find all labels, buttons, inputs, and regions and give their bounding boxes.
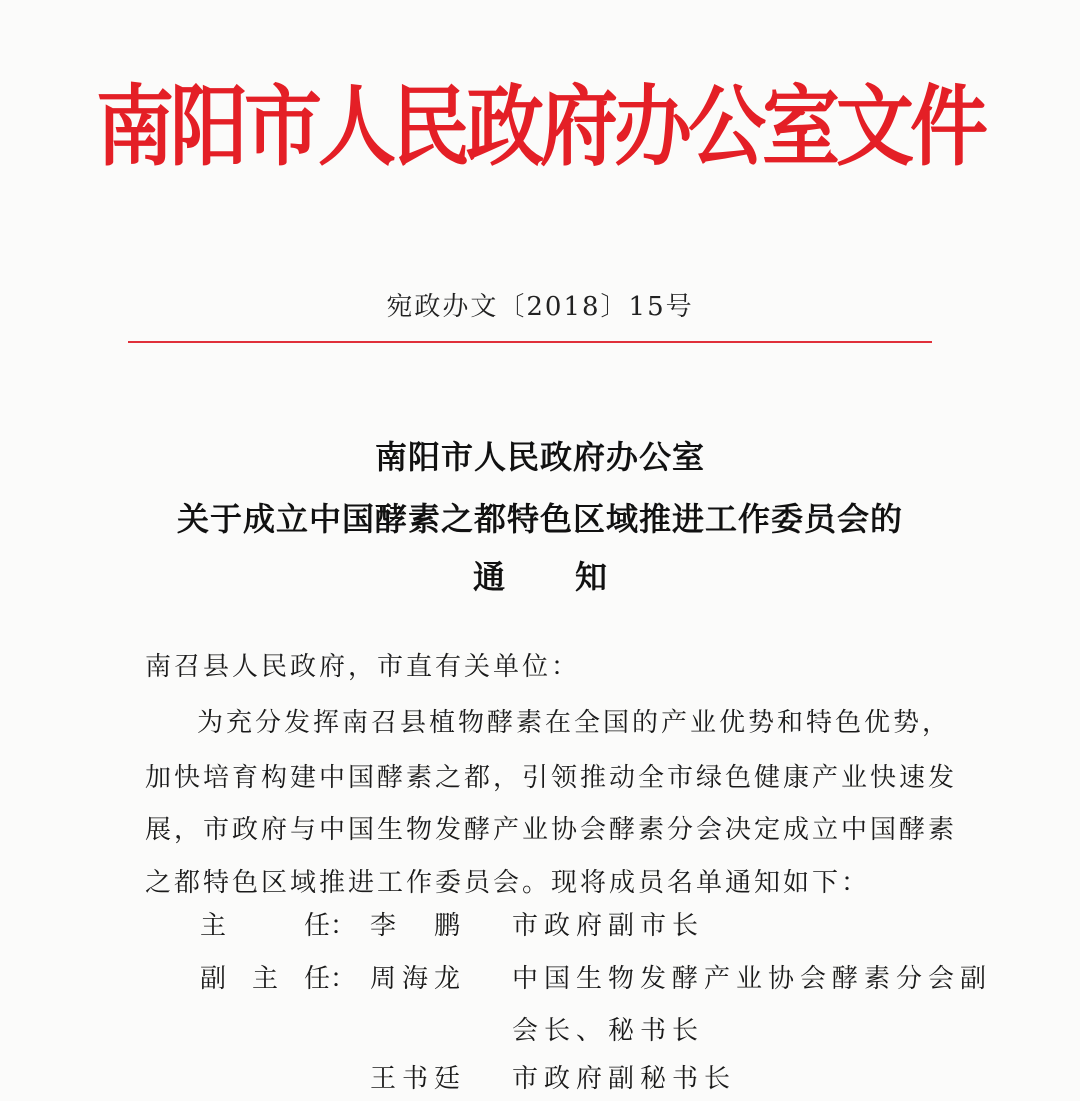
- member-post-continued: 会长、秘书长: [512, 1016, 705, 1046]
- red-separator-line: [128, 341, 932, 343]
- paragraph-line-3: 展，市政府与中国生物发酵产业协会酵素分会决定成立中国酵素: [145, 815, 958, 845]
- document-number: 宛政办文〔2018〕15号: [386, 292, 694, 322]
- notice-title-line-1: 南阳市人民政府办公室: [374, 438, 705, 476]
- paragraph-line-4: 之都特色区域推进工作委员会。现将成员名单通知如下：: [145, 868, 871, 898]
- notice-title-line-2: 关于成立中国酵素之都特色区域推进工作委员会的: [176, 500, 903, 538]
- paragraph-line-1: 为充分发挥南召县植物酵素在全国的产业优势和特色优势，: [197, 708, 952, 738]
- notice-title-line-3: 通知: [472, 558, 677, 596]
- member-role: 副 主 任：: [200, 964, 357, 994]
- salutation: 南召县人民政府，市直有关单位：: [145, 652, 581, 682]
- member-role: 主 任：: [200, 911, 357, 941]
- masthead-title: 南阳市人民政府办公室文件: [95, 77, 984, 179]
- paragraph-line-2: 加快培育构建中国酵素之都，引领推动全市绿色健康产业快速发: [145, 763, 958, 793]
- member-name: 周海龙: [370, 964, 467, 994]
- member-name: 李 鹏: [370, 911, 467, 941]
- member-post: 中国生物发酵产业协会酵素分会副: [512, 964, 993, 994]
- member-post: 市政府副秘书长: [512, 1064, 737, 1094]
- member-name: 王书廷: [370, 1064, 467, 1094]
- member-post: 市政府副市长: [512, 911, 705, 941]
